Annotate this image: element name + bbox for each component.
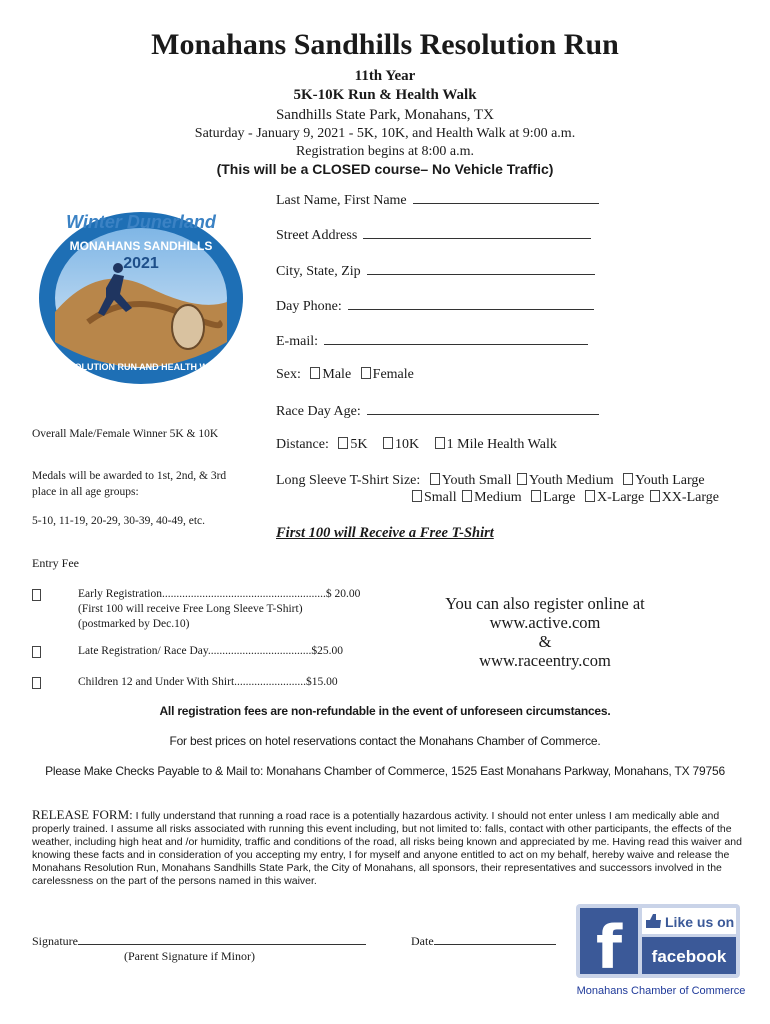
registration-time: Registration begins at 8:00 a.m. xyxy=(295,144,475,159)
youth-large-label: Youth Large xyxy=(635,473,705,488)
online-line-1: You can also register online at xyxy=(445,594,645,613)
street-field[interactable] xyxy=(276,226,591,244)
phone-field[interactable] xyxy=(276,297,594,315)
walk-label: 1 Mile Health Walk xyxy=(446,437,557,452)
late-checkbox[interactable] xyxy=(32,646,41,658)
facebook-like-text: Like us on xyxy=(665,914,735,930)
chamber-link[interactable]: Monahans Chamber of Commerce xyxy=(576,985,746,997)
large-checkbox[interactable] xyxy=(531,490,541,502)
release-form xyxy=(32,808,744,888)
youth-small-label: Youth Small xyxy=(441,473,512,488)
refund-notice: All registration fees are non-refundable in the event of unforeseen circumstances. xyxy=(159,704,611,718)
page-title: Monahans Sandhills Resolution Run xyxy=(151,28,619,61)
large-label: Large xyxy=(543,490,576,505)
online-and: & xyxy=(538,632,552,651)
early-checkbox[interactable] xyxy=(32,589,41,601)
xxlarge-checkbox[interactable] xyxy=(650,490,660,502)
5k-label: 5K xyxy=(350,437,368,452)
walk-checkbox[interactable] xyxy=(435,437,445,449)
signature-line[interactable] xyxy=(78,934,366,945)
age-label: Race Day Age: xyxy=(276,404,361,419)
street-label: Street Address xyxy=(276,228,358,243)
shirt-field-youth xyxy=(276,473,705,489)
raceentry-link[interactable]: www.raceentry.com xyxy=(479,651,611,670)
phone-line[interactable] xyxy=(348,297,594,310)
distance-label: Distance: xyxy=(276,437,329,452)
logo-year: 2021 xyxy=(123,255,159,272)
shirt-field-adult xyxy=(406,490,719,506)
phone-label: Day Phone: xyxy=(276,299,342,314)
youth-medium-checkbox[interactable] xyxy=(517,473,527,485)
name-label: Last Name, First Name xyxy=(276,193,407,208)
male-checkbox[interactable] xyxy=(310,367,320,379)
logo-top-text: Winter Dunerland xyxy=(66,212,216,232)
female-label: Female xyxy=(372,367,414,382)
online-registration xyxy=(430,594,660,670)
logo-ring-top: MONAHANS SANDHILLS xyxy=(69,239,213,253)
distance-field xyxy=(276,437,557,453)
event-logo xyxy=(28,192,254,388)
youth-medium-label: Youth Medium xyxy=(529,473,614,488)
small-checkbox[interactable] xyxy=(412,490,422,502)
xxlarge-label: XX-Large xyxy=(661,490,719,505)
event-race: 5K-10K Run & Health Walk xyxy=(293,87,477,103)
children-checkbox[interactable] xyxy=(32,677,41,689)
early-note-postmark: (postmarked by Dec.10) xyxy=(78,618,190,630)
logo-ring-bottom: RESOLUTION RUN AND HEALTH WALK xyxy=(56,362,226,372)
signature-field[interactable] xyxy=(32,934,366,949)
early-registration-line: Early Registration.........................................................$ 20.00 xyxy=(78,588,361,600)
event-date: Saturday - January 9, 2021 - 5K, 10K, and Health Walk at 9:00 a.m. xyxy=(194,126,576,141)
checks-notice: Please Make Checks Payable to & Mail to: Monahans Chamber of Commerce, 1525 East Monahans Parkway, Monahans, TX 79756 xyxy=(45,764,725,778)
release-text: I fully understand that running a road race is a potentially hazardous activity. I should not enter unless I am medically able and properly trained. I assume all risks associated with running this event including, but not limited to: falls, contact with other participants, the effects of the weather, including high heat and /or humidity, traffic and conditions of the road, all risks being known and appreciated by me. Having read this waiver and knowing these facts and in consideration of you accepting my entry, I for myself and anyone entitled to act on my behalf, hereby waive and release the Monahans Resolution Run, Monahans Sandhills State Park, the City of Monahans, all sponsors, their representatives and successors involved in the carelessness on the part of the persons named in this waiver. xyxy=(32,810,742,887)
youth-small-checkbox[interactable] xyxy=(430,473,440,485)
street-line[interactable] xyxy=(363,226,591,239)
email-field[interactable] xyxy=(276,332,588,350)
medium-checkbox[interactable] xyxy=(462,490,472,502)
5k-checkbox[interactable] xyxy=(338,437,348,449)
parent-signature-note: (Parent Signature if Minor) xyxy=(124,949,255,963)
closed-course-note: (This will be a CLOSED course– No Vehicle Traffic) xyxy=(216,161,554,177)
date-line[interactable] xyxy=(434,934,556,945)
late-registration: Late Registration/ Race Day....................................$25.00 xyxy=(78,645,343,657)
xlarge-checkbox[interactable] xyxy=(585,490,595,502)
small-label: Small xyxy=(424,490,457,505)
sex-label: Sex: xyxy=(276,367,301,382)
facebook-f-icon: f xyxy=(595,913,623,978)
city-label: City, State, Zip xyxy=(276,264,361,279)
release-label: RELEASE FORM: xyxy=(32,807,133,822)
free-shirt-note: First 100 will Receive a Free T-Shirt xyxy=(276,525,494,541)
facebook-brand: facebook xyxy=(651,947,727,966)
male-label: Male xyxy=(322,367,352,382)
signature-label: Signature xyxy=(32,934,78,948)
city-line[interactable] xyxy=(367,262,595,275)
hotel-notice: For best prices on hotel reservations contact the Monahans Chamber of Commerce. xyxy=(169,734,601,748)
10k-label: 10K xyxy=(395,437,420,452)
active-link[interactable]: www.active.com xyxy=(489,613,601,632)
age-groups: 5-10, 11-19, 20-29, 30-39, 40-49, etc. xyxy=(32,515,205,527)
name-line[interactable] xyxy=(413,191,599,204)
age-field[interactable] xyxy=(276,402,599,420)
event-year: 11th Year xyxy=(354,68,416,84)
email-label: E-mail: xyxy=(276,334,318,349)
date-label: Date xyxy=(411,934,434,948)
medium-label: Medium xyxy=(474,490,522,505)
name-field[interactable] xyxy=(276,191,599,209)
children-registration: Children 12 and Under With Shirt.........................$15.00 xyxy=(78,676,338,688)
medals-note: Medals will be awarded to 1st, 2nd, & 3rd place in all age groups: xyxy=(32,470,227,498)
10k-checkbox[interactable] xyxy=(383,437,393,449)
sex-field xyxy=(276,367,414,383)
entry-fee-label: Entry Fee xyxy=(32,556,79,570)
city-field[interactable] xyxy=(276,262,595,280)
early-registration xyxy=(78,587,378,632)
facebook-badge[interactable] xyxy=(576,904,740,978)
female-checkbox[interactable] xyxy=(361,367,371,379)
overall-winner-note: Overall Male/Female Winner 5K & 10K xyxy=(32,428,219,440)
event-location: Sandhills State Park, Monahans, TX xyxy=(275,107,495,123)
xlarge-label: X-Large xyxy=(597,490,645,505)
youth-large-checkbox[interactable] xyxy=(623,473,633,485)
email-line[interactable] xyxy=(324,332,588,345)
shirt-label: Long Sleeve T-Shirt Size: xyxy=(276,473,421,488)
date-field[interactable] xyxy=(411,934,556,949)
age-line[interactable] xyxy=(367,402,599,415)
early-note-shirt: (First 100 will receive Free Long Sleeve T-Shirt) xyxy=(78,603,303,615)
